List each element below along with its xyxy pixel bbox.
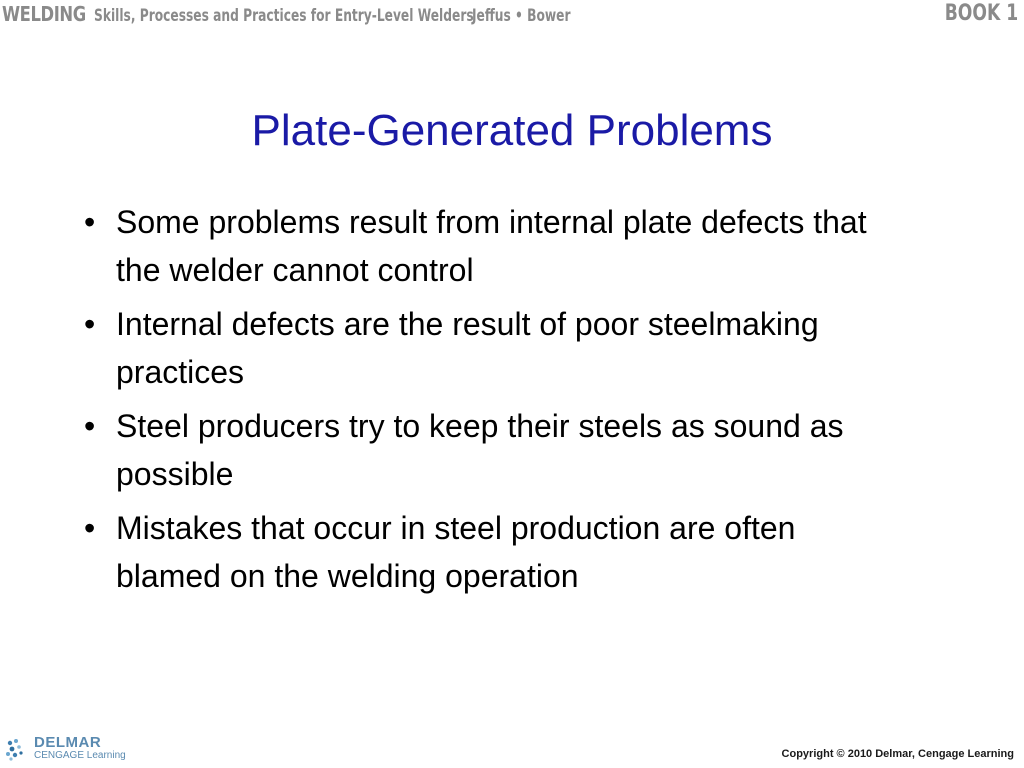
header-authors: Jeffus • Bower <box>472 6 571 26</box>
slide-header <box>0 0 1024 34</box>
bullet-list <box>72 198 892 606</box>
copyright-notice: Copyright © 2010 Delmar, Cengage Learning <box>781 748 1014 760</box>
logo-name: DELMAR <box>34 734 102 751</box>
bullet-glyph: • <box>84 306 96 342</box>
header-subtitle: Skills, Processes and Practices for Entry-Level Welders <box>94 6 474 26</box>
bullet-glyph: • <box>84 204 96 240</box>
bullet-text: Mistakes that occur in steel production are often blamed on the welding operation <box>116 510 796 594</box>
bullet-item <box>72 402 892 498</box>
header-series: WELDING <box>2 2 86 26</box>
slide-title: Plate-Generated Problems <box>251 106 773 155</box>
logo-subtitle: CENGAGE Learning <box>34 750 126 761</box>
delmar-cengage-logo <box>4 734 144 764</box>
bullet-item <box>72 504 892 600</box>
delmar-logo-icon <box>4 736 30 762</box>
bullet-text: Steel producers try to keep their steels as sound as possible <box>116 408 844 492</box>
bullet-text: Some problems result from internal plate defects that the welder cannot control <box>116 204 867 288</box>
header-book-label: BOOK 1 <box>944 1 1018 26</box>
bullet-glyph: • <box>84 408 96 444</box>
bullet-item <box>72 198 892 294</box>
bullet-item <box>72 300 892 396</box>
bullet-text: Internal defects are the result of poor steelmaking practices <box>116 306 819 390</box>
bullet-glyph: • <box>84 510 96 546</box>
